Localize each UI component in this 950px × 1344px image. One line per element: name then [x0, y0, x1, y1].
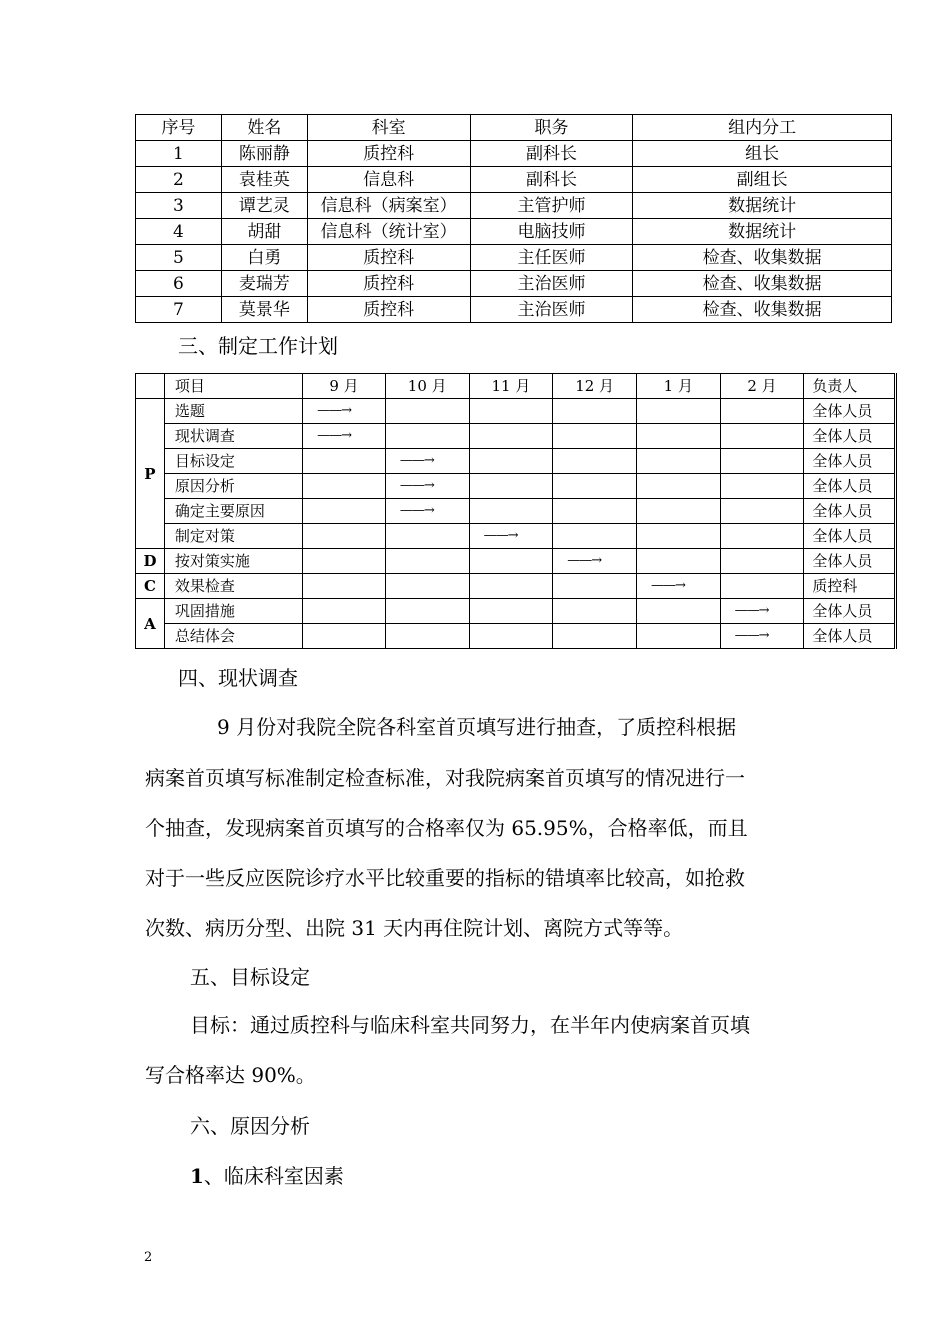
team-cell: 质控科	[307, 245, 470, 271]
month-cell	[303, 524, 386, 549]
plan-item: 巩固措施	[164, 599, 302, 624]
section-4-line: 病案首页填写标准制定检查标准，对我院病案首页填写的情况进行一	[145, 766, 745, 790]
plan-owner: 全体人员	[804, 524, 896, 549]
section-6-heading: 六、原因分析	[190, 1114, 310, 1138]
month-cell	[469, 474, 553, 499]
plan-header-cell: 1 月	[636, 374, 720, 399]
month-cell	[720, 549, 804, 574]
section-4-line: 次数、病历分型、出院 31 天内再住院计划、离院方式等等。	[145, 916, 684, 940]
team-cell: 检查、收集数据	[633, 271, 892, 297]
month-cell	[385, 524, 469, 549]
timeline-arrow: ——→	[385, 474, 469, 499]
month-cell	[720, 449, 804, 474]
section-5-line: 目标：通过质控科与临床科室共同努力，在半年内使病案首页填	[190, 1013, 750, 1037]
month-cell	[553, 574, 637, 599]
month-cell	[469, 499, 553, 524]
phase-label: D	[136, 549, 165, 574]
team-table-header-row	[136, 115, 892, 141]
month-cell	[303, 499, 386, 524]
plan-owner: 全体人员	[804, 399, 896, 424]
plan-item: 制定对策	[164, 524, 302, 549]
table-row	[136, 219, 892, 245]
month-cell	[553, 499, 637, 524]
team-cell: 副科长	[470, 167, 633, 193]
table-row	[136, 399, 896, 424]
team-cell: 白勇	[221, 245, 307, 271]
month-cell	[553, 599, 637, 624]
team-cell: 2	[136, 167, 222, 193]
month-cell	[303, 549, 386, 574]
month-cell	[553, 449, 637, 474]
timeline-arrow: ——→	[553, 549, 637, 574]
plan-owner: 全体人员	[804, 499, 896, 524]
plan-owner: 全体人员	[804, 474, 896, 499]
plan-item: 按对策实施	[164, 549, 302, 574]
month-cell	[303, 624, 386, 649]
plan-table-header-row	[136, 374, 896, 399]
team-cell: 副组长	[633, 167, 892, 193]
team-cell: 数据统计	[633, 193, 892, 219]
subheading-number: 1	[190, 1164, 204, 1188]
team-header-cell: 职务	[470, 115, 633, 141]
month-cell	[720, 499, 804, 524]
month-cell	[553, 624, 637, 649]
table-row	[136, 297, 892, 323]
month-cell	[636, 449, 720, 474]
team-cell: 信息科（病案室）	[307, 193, 470, 219]
plan-header-cell: 9 月	[303, 374, 386, 399]
team-header-cell: 组内分工	[633, 115, 892, 141]
plan-header-cell: 2 月	[720, 374, 804, 399]
month-cell	[385, 424, 469, 449]
team-cell: 检查、收集数据	[633, 297, 892, 323]
table-row	[136, 499, 896, 524]
section-5-line: 写合格率达 90%。	[145, 1063, 316, 1087]
table-row	[136, 449, 896, 474]
team-cell: 莫景华	[221, 297, 307, 323]
section-4-line: 对于一些反应医院诊疗水平比较重要的指标的错填率比较高，如抢救	[145, 866, 745, 890]
team-cell: 质控科	[307, 141, 470, 167]
month-cell	[385, 399, 469, 424]
timeline-arrow: ——→	[303, 399, 386, 424]
team-table	[135, 114, 892, 323]
month-cell	[720, 524, 804, 549]
team-cell: 数据统计	[633, 219, 892, 245]
plan-header-cell: 12 月	[553, 374, 637, 399]
plan-owner: 全体人员	[804, 449, 896, 474]
team-cell: 质控科	[307, 271, 470, 297]
team-cell: 麦瑞芳	[221, 271, 307, 297]
section-5-heading: 五、目标设定	[190, 965, 310, 989]
subheading-text: 、临床科室因素	[203, 1164, 344, 1188]
section-6-subheading	[190, 1161, 344, 1191]
plan-item: 目标设定	[164, 449, 302, 474]
plan-header-cell: 10 月	[385, 374, 469, 399]
section-4-heading: 四、现状调查	[178, 666, 298, 690]
phase-label: P	[136, 399, 165, 549]
plan-owner: 质控科	[804, 574, 896, 599]
plan-header-cell: 11 月	[469, 374, 553, 399]
team-cell: 电脑技师	[470, 219, 633, 245]
month-cell	[553, 524, 637, 549]
month-cell	[385, 549, 469, 574]
team-cell: 4	[136, 219, 222, 245]
team-cell: 陈丽静	[221, 141, 307, 167]
month-cell	[636, 424, 720, 449]
month-cell	[385, 599, 469, 624]
month-cell	[636, 549, 720, 574]
plan-header-cell: 项目	[164, 374, 302, 399]
plan-header-cell: 负责人	[804, 374, 896, 399]
timeline-arrow: ——→	[303, 424, 386, 449]
month-cell	[469, 424, 553, 449]
phase-label: A	[136, 599, 165, 649]
month-cell	[385, 624, 469, 649]
month-cell	[553, 399, 637, 424]
month-cell	[720, 474, 804, 499]
table-row	[136, 271, 892, 297]
month-cell	[385, 574, 469, 599]
team-cell: 主治医师	[470, 271, 633, 297]
section-4-line: 个抽查，发现病案首页填写的合格率仅为 65.95%，合格率低，而且	[145, 816, 748, 840]
month-cell	[469, 399, 553, 424]
plan-item: 原因分析	[164, 474, 302, 499]
phase-header-cell	[136, 374, 165, 399]
table-row	[136, 474, 896, 499]
month-cell	[720, 574, 804, 599]
timeline-arrow: ——→	[636, 574, 720, 599]
section-4-line: 9 月份对我院全院各科室首页填写进行抽查，了质控科根据	[217, 715, 737, 739]
month-cell	[469, 624, 553, 649]
team-cell: 3	[136, 193, 222, 219]
team-header-cell: 序号	[136, 115, 222, 141]
plan-item: 确定主要原因	[164, 499, 302, 524]
team-cell: 7	[136, 297, 222, 323]
table-row	[136, 599, 896, 624]
team-cell: 检查、收集数据	[633, 245, 892, 271]
team-cell: 1	[136, 141, 222, 167]
team-cell: 信息科	[307, 167, 470, 193]
team-cell: 6	[136, 271, 222, 297]
section-3-heading: 三、制定工作计划	[178, 334, 338, 358]
plan-owner: 全体人员	[804, 599, 896, 624]
month-cell	[720, 399, 804, 424]
month-cell	[636, 474, 720, 499]
team-cell: 主任医师	[470, 245, 633, 271]
plan-owner: 全体人员	[804, 549, 896, 574]
month-cell	[303, 474, 386, 499]
month-cell	[636, 624, 720, 649]
table-row	[136, 424, 896, 449]
timeline-arrow: ——→	[385, 499, 469, 524]
team-header-cell: 姓名	[221, 115, 307, 141]
timeline-arrow: ——→	[720, 599, 804, 624]
timeline-arrow: ——→	[720, 624, 804, 649]
table-row	[136, 141, 892, 167]
month-cell	[469, 449, 553, 474]
month-cell	[303, 599, 386, 624]
plan-item: 效果检查	[164, 574, 302, 599]
plan-owner: 全体人员	[804, 624, 896, 649]
month-cell	[636, 599, 720, 624]
table-row	[136, 624, 896, 649]
month-cell	[469, 574, 553, 599]
team-cell: 质控科	[307, 297, 470, 323]
team-cell: 组长	[633, 141, 892, 167]
team-cell: 袁桂英	[221, 167, 307, 193]
month-cell	[636, 524, 720, 549]
month-cell	[469, 599, 553, 624]
month-cell	[303, 574, 386, 599]
table-row	[136, 524, 896, 549]
team-cell: 主治医师	[470, 297, 633, 323]
month-cell	[553, 424, 637, 449]
month-cell	[553, 474, 637, 499]
team-cell: 信息科（统计室）	[307, 219, 470, 245]
table-row	[136, 193, 892, 219]
table-row	[136, 167, 892, 193]
work-plan-table	[135, 373, 897, 649]
month-cell	[636, 499, 720, 524]
plan-item: 现状调查	[164, 424, 302, 449]
month-cell	[636, 399, 720, 424]
team-cell: 谭艺灵	[221, 193, 307, 219]
phase-label: C	[136, 574, 165, 599]
timeline-arrow: ——→	[385, 449, 469, 474]
month-cell	[720, 424, 804, 449]
team-cell: 5	[136, 245, 222, 271]
team-cell: 胡甜	[221, 219, 307, 245]
team-cell: 副科长	[470, 141, 633, 167]
timeline-arrow: ——→	[469, 524, 553, 549]
plan-owner: 全体人员	[804, 424, 896, 449]
table-row	[136, 245, 892, 271]
page-number: 2	[144, 1250, 153, 1265]
team-cell: 主管护师	[470, 193, 633, 219]
plan-item: 总结体会	[164, 624, 302, 649]
month-cell	[303, 449, 386, 474]
team-header-cell: 科室	[307, 115, 470, 141]
plan-item: 选题	[164, 399, 302, 424]
month-cell	[469, 549, 553, 574]
table-row	[136, 549, 896, 574]
table-row	[136, 574, 896, 599]
